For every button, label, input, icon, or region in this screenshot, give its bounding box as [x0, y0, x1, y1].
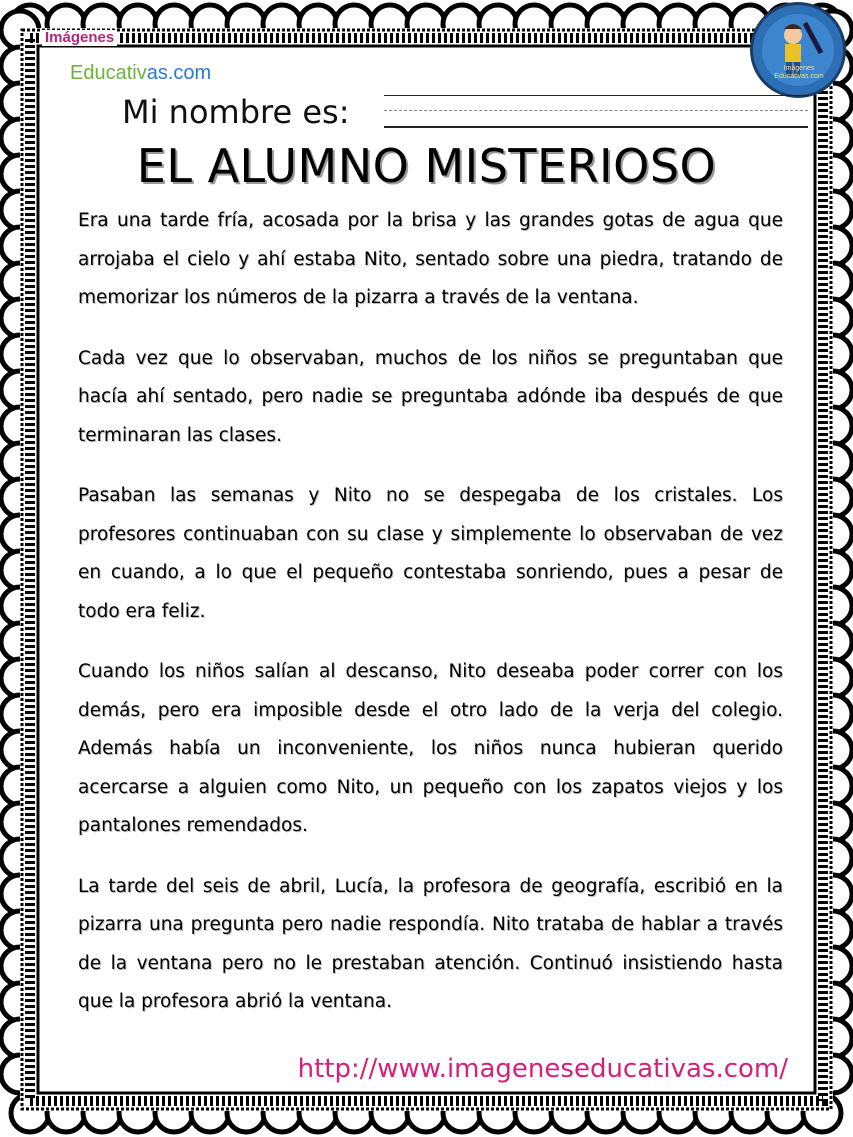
logo-educativas-part1: Educativ [70, 62, 147, 84]
name-field-row [122, 92, 812, 136]
logo-educativas-part2: as.com [146, 62, 212, 84]
story-paragraph-2: Cada vez que lo observaban, muchos de los niños se preguntaban que hacía ahí sentado, pero nadie se preguntaba adónde iba después de que terminaran las clases. [78, 347, 783, 446]
brand-badge-icon [750, 2, 846, 98]
name-writing-line-mid [384, 110, 808, 111]
logo-imagenes: Imágenes [42, 30, 117, 46]
name-label: Mi nombre es: [122, 93, 350, 131]
logo-educativas [70, 62, 211, 84]
badge-text: Imágenes Educativas.com [774, 65, 824, 80]
story-paragraph-1: Era una tarde fría, acosada por la brisa y las grandes gotas de agua que arrojaba el cielo y ahí estaba Nito, sentado sobre una piedra, tratando de memorizar los números de la pizarra a través de la ventana. [78, 210, 783, 308]
website-url[interactable]: http://www.imageneseducativas.com/ [297, 1054, 788, 1084]
story-title: EL ALUMNO MISTERIOSO [136, 139, 717, 193]
story-paragraph-4: Cuando los niños salían al descanso, Nito deseaba poder correr con los demás, pero era imposible desde el otro lado de la verja del colegio. Además había un inconveniente, los niños nunca hubieran querido acercarse a alguien como Nito, un pequeño con los zapatos viejos y los pantalones remendados. [78, 661, 783, 836]
story-paragraph-3: Pasaban las semanas y Nito no se despegaba de los cristales. Los profesores continuaban con su clase y simplemente lo observaban de vez en cuando, a lo que el pequeño contestaba sonriendo, pues a pesar de todo era feliz. [78, 485, 783, 622]
student-figure-icon [753, 5, 843, 95]
story-body [78, 202, 783, 1044]
story-paragraph-5: La tarde del seis de abril, Lucía, la profesora de geografía, escribió en la pizarra una pregunta pero nadie respondía. Nito trataba de hablar a través de la ventana pero no le prestaban atención. Continuó insistiendo hasta que la profesora abrió la ventana. [78, 875, 783, 1012]
name-writing-line-top[interactable] [384, 95, 808, 96]
name-writing-line-base[interactable] [384, 126, 808, 128]
